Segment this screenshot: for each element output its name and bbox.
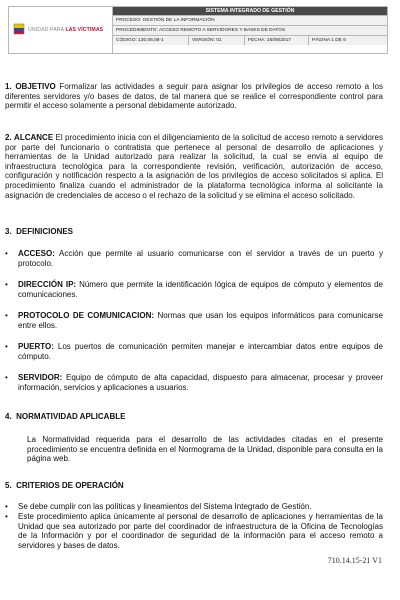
logo-text-line1: UNIDAD PARA [28,27,66,33]
bullet-icon: • [5,373,8,382]
definition-term: PUERTO: [18,342,54,351]
bullet-icon: • [5,311,8,320]
definition-text: Normas que usan los equipos informáticos para comunicarse entre ellos. [18,311,383,330]
document-code: 710.14.15-21 V1 [327,556,382,565]
date-cell: FECHA: 25/08/2017 [245,36,309,45]
definition-text: Los puertos de comunicación permiten manejar e intercambiar datos entre equipos de cómputo. [18,342,383,361]
section-number: 1. [5,82,12,91]
section-heading: NORMATIVIDAD APLICABLE [16,412,126,421]
section-objetivo [5,82,383,111]
section-number: 4. [5,412,12,421]
section-heading: OBJETIVO [15,82,56,91]
definition-item [5,342,383,361]
logo-text-line2: LAS VÍCTIMAS [65,27,104,33]
section-alcance [5,133,383,200]
definition-item [5,280,383,299]
criterio-text: Se debe cumplir con las políticas y lineamientos del Sistema Integrado de Gestión. [18,502,312,511]
page-cell: PÁGINA 1 DE 6 [312,38,346,43]
section-text: El procedimiento inicia con el diligenciamiento de la solicitud de acceso remoto a servidores por parte del funcionario o contratista que pertenece al personal de desarrollo de aplicaciones y herramientas de la Unidad autorizado para realizar la solicitud, la cual se envía al equipo de infraestructura tecnológica para la correspondiente revisión, verificación, autorización de acceso, configuración y notificación respecto a la asignación de los privilegios de acceso solicitados si aplica. El procedimiento finaliza cuando el administrador de la plataforma tecnológica informa al solicitante la asignación de credenciales de acceso o el rechazo de la solicitud y se elimina el acceso solicitado. [5,133,383,200]
section-heading: ALCANCE [14,133,54,142]
section-number: 3. [5,227,12,236]
definition-term: ACCESO: [18,249,55,258]
definition-term: SERVIDOR: [18,373,63,382]
section-number: 2. [5,133,12,142]
bullet-icon: • [5,512,8,521]
definition-text: Número que permite la identificación lógica de equipos de cómputo y elementos de comunicaciones. [18,280,383,299]
section-criterios [5,481,383,491]
criterio-text: Este procedimiento aplica únicamente al personal de desarrollo de aplicaciones y herramientas de la Unidad que sea autorizado por parte del coordinador de infraestructura de la Oficina de Tecnologías de la Información y por el coordinador de seguridad de la información para el acceso remoto a servidores y bases de datos. [18,512,383,550]
section-text: Formalizar las actividades a seguir para asignar los privilegios de acceso remoto a los diferentes servidores y/o bases de datos, de tal manera que se realice el correspondiente control para permitir el acceso solamente a personal debidamente autorizado. [5,82,383,111]
bullet-icon: • [5,249,8,258]
section-heading: CRITERIOS DE OPERACIÓN [16,481,124,490]
process-row: PROCESO: GESTIÓN DE LA INFORMACIÓN [113,15,387,25]
definition-text: Acción que permite al usuario comunicarse con el servidor a través de un puerto y protocolo. [18,249,383,268]
bullet-icon: • [5,502,8,511]
section-number: 5. [5,481,12,490]
definition-text: Equipo de cómputo de alta capacidad, dispuesto para almacenar, procesar y proveer información, servicios y aplicaciones a usuarios. [18,373,383,392]
bullet-icon: • [5,342,8,351]
system-title: SISTEMA INTEGRADO DE GESTIÓN [113,7,387,15]
section-text: La Normatividad requerida para el desarrollo de las actividades citadas en el presente procedimiento se encuentra definida en el Normograma de la Unidad, disponible para consulta en la página web. [27,435,383,464]
section-normatividad [5,412,383,422]
code-cell: CÓDIGO: 130,06,08-1 [113,36,189,45]
definition-item [5,311,383,330]
procedure-row: PROCEDIMIENTO: ACCESO REMOTO A SERVIDORES Y BASES DE DATOS [113,25,387,35]
definition-term: PROTOCOLO DE COMUNICACION: [18,311,155,320]
bullet-icon: • [5,280,8,289]
definition-term: DIRECCIÓN IP: [18,280,77,289]
definition-item [5,373,383,392]
section-heading: DEFINICIONES [16,227,74,236]
section-definiciones [5,227,383,237]
version-cell: VERSIÓN: 01 [189,36,245,45]
normatividad-text [5,435,383,464]
criterio-item [5,512,383,550]
criterio-item [5,502,383,512]
definition-item [5,249,383,268]
